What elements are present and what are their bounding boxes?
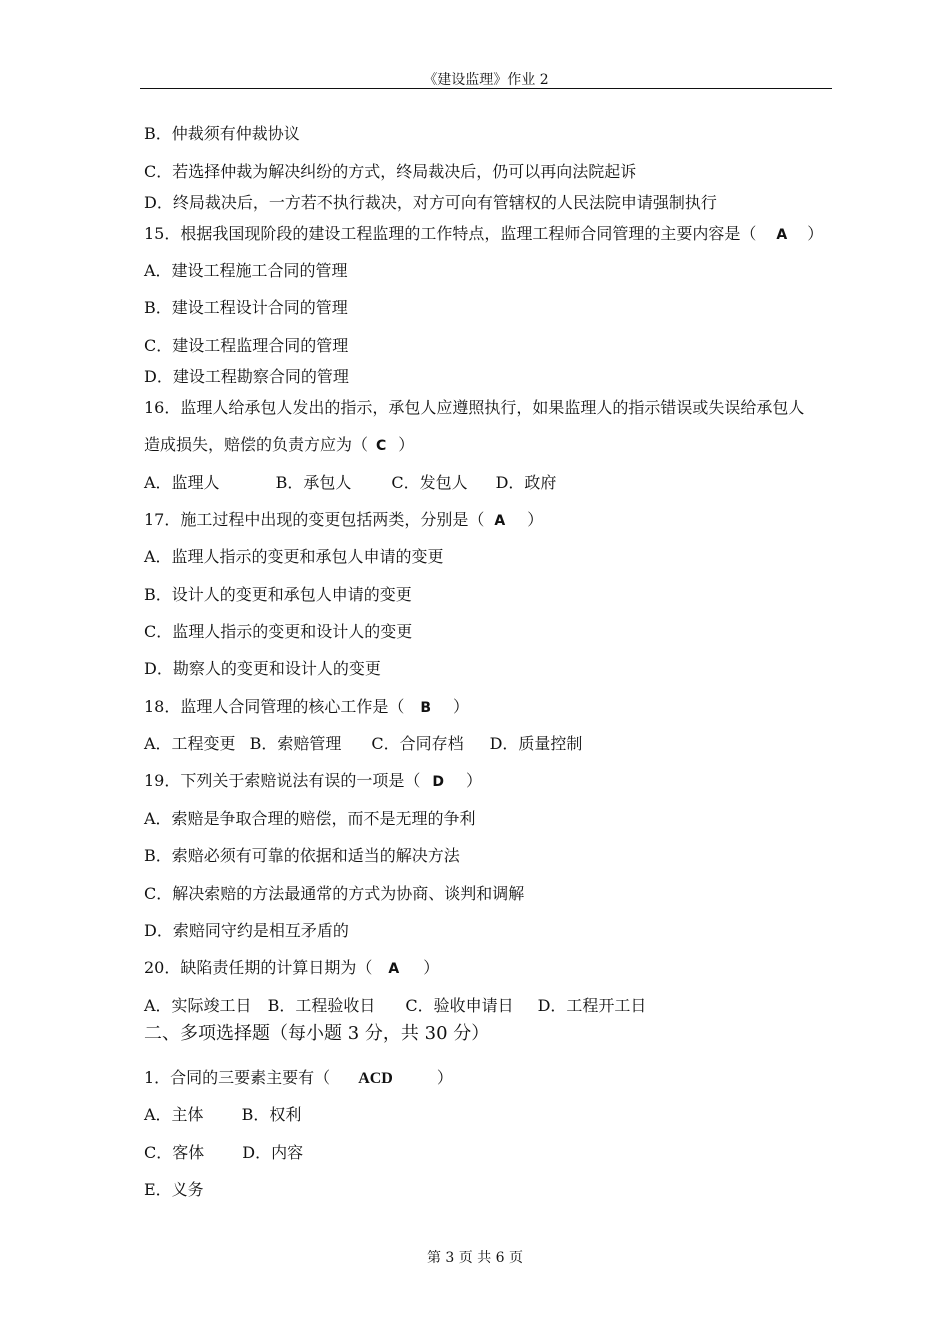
option-b: B．索赔管理 [249, 734, 342, 753]
paren-close: ） [453, 697, 470, 716]
option-line: C．监理人指示的变更和设计人的变更 [144, 622, 413, 641]
question-16: 16．监理人给承包人发出的指示，承包人应遵照执行，如果监理人的指示错误或失误给承包人 [144, 398, 805, 417]
question-m1-options [144, 1104, 301, 1126]
option-line: E．义务 [144, 1180, 204, 1199]
option-line: D．勘察人的变更和设计人的变更 [144, 659, 381, 678]
paren-close: ） [466, 771, 483, 790]
option-line: B．建设工程设计合同的管理 [144, 298, 348, 317]
question-m1 [144, 1067, 453, 1090]
question-19 [144, 770, 482, 793]
option-line: A．索赔是争取合理的赔偿，而不是无理的争利 [144, 809, 476, 828]
question-text: 19．下列关于索赔说法有误的一项是（ [144, 771, 421, 790]
option-b: B．承包人 [275, 473, 352, 492]
question-text: 20．缺陷责任期的计算日期为（ [144, 958, 373, 977]
question-17 [144, 509, 543, 532]
option-line: D．建设工程勘察合同的管理 [144, 367, 349, 386]
question-m1-options [144, 1142, 303, 1164]
answer: D [432, 774, 444, 790]
option-d: D．工程开工日 [537, 996, 647, 1015]
option-b: B．权利 [241, 1105, 302, 1124]
answer: A [388, 961, 400, 977]
option-line: C．若选择仲裁为解决纠纷的方式，终局裁决后，仍可以再向法院起诉 [144, 162, 637, 181]
answer: A [776, 227, 788, 243]
paren-close: ） [807, 224, 824, 243]
question-16-cont [144, 434, 414, 457]
answer: A [494, 513, 506, 529]
answer: B [420, 700, 432, 716]
option-c: C．客体 [144, 1143, 205, 1162]
paren-close: ） [436, 1068, 453, 1087]
answer: ACD [358, 1070, 393, 1087]
option-line: A．监理人指示的变更和承包人申请的变更 [144, 547, 444, 566]
question-18-options [144, 733, 582, 755]
option-line: D．索赔同守约是相互矛盾的 [144, 921, 349, 940]
option-a: A．实际竣工日 [144, 996, 252, 1015]
paren-close: ） [527, 510, 544, 529]
option-d: D．内容 [242, 1143, 304, 1162]
header-rule [140, 88, 832, 89]
option-b: B．工程验收日 [267, 996, 376, 1015]
answer: C [376, 438, 387, 454]
question-text: 18．监理人合同管理的核心工作是（ [144, 697, 405, 716]
option-a: A．工程变更 [144, 734, 236, 753]
option-line: B．索赔必须有可靠的依据和适当的解决方法 [144, 846, 460, 865]
paren-close: ） [423, 958, 440, 977]
question-15 [144, 223, 823, 246]
option-a: A．主体 [144, 1105, 204, 1124]
paren-close: ） [398, 435, 415, 454]
question-text: 1．合同的三要素主要有（ [144, 1068, 331, 1087]
page-header-title: 《建设监理》作业 2 [423, 72, 549, 88]
option-line: A．建设工程施工合同的管理 [144, 261, 348, 280]
option-c: C．发包人 [391, 473, 468, 492]
option-line: C．解决索赔的方法最通常的方式为协商、谈判和调解 [144, 884, 525, 903]
option-line: C．建设工程监理合同的管理 [144, 336, 349, 355]
option-c: C．验收申请日 [405, 996, 514, 1015]
question-text: 17．施工过程中出现的变更包括两类，分别是（ [144, 510, 485, 529]
question-16-options [144, 472, 556, 494]
question-text: 15．根据我国现阶段的建设工程监理的工作特点，监理工程师合同管理的主要内容是（ [144, 224, 757, 243]
page-number: 第 3 页 共 6 页 [426, 1250, 524, 1266]
question-18 [144, 696, 469, 719]
option-line: D．终局裁决后，一方若不执行裁决，对方可向有管辖权的人民法院申请强制执行 [144, 193, 717, 212]
question-20 [144, 957, 439, 980]
option-line: B．设计人的变更和承包人申请的变更 [144, 585, 412, 604]
option-line: B．仲裁须有仲裁协议 [144, 124, 300, 143]
question-20-options [144, 995, 646, 1017]
question-text: 造成损失，赔偿的负责方应为（ [144, 435, 369, 454]
option-d: D．质量控制 [489, 734, 583, 753]
section-heading: 二、多项选择题（每小题 3 分，共 30 分） [144, 1023, 490, 1044]
option-a: A．监理人 [144, 473, 220, 492]
option-c: C．合同存档 [371, 734, 464, 753]
option-d: D．政府 [495, 473, 557, 492]
